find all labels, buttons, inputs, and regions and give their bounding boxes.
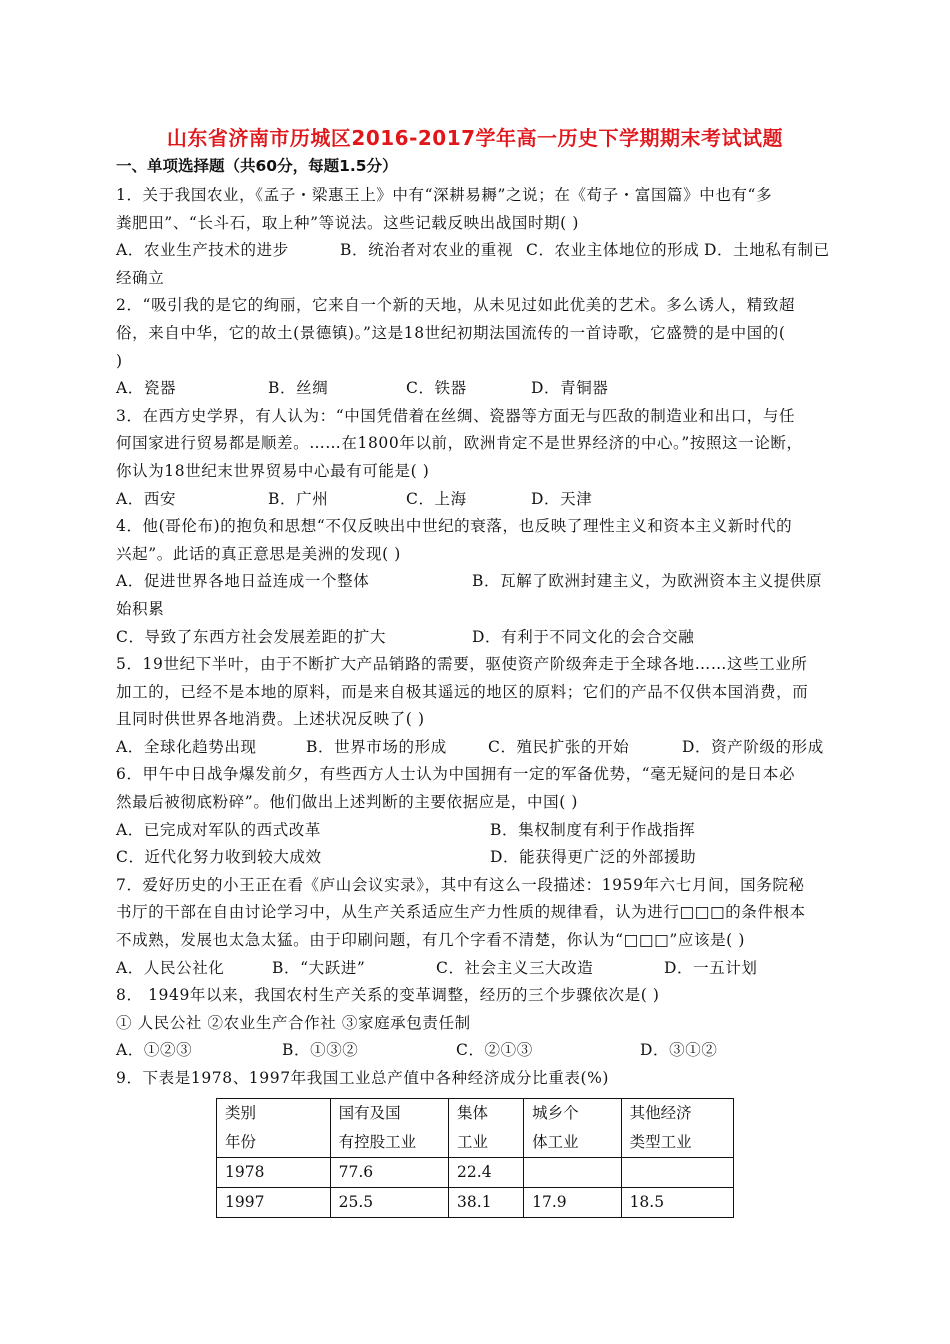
answer-option[interactable]: D．天津 (531, 489, 593, 508)
answer-option[interactable]: 始积累 (116, 599, 165, 618)
question-stem-line: ) (116, 351, 123, 370)
question-4 (116, 513, 836, 651)
section-heading: 一、单项选择题（共60分，每题1.5分） (116, 157, 398, 175)
option-row (116, 596, 836, 624)
option-row (116, 734, 836, 762)
answer-option[interactable]: D．③①② (640, 1041, 718, 1060)
header-text: 年份 (225, 1133, 257, 1151)
question-stem-line: 粪肥田”、“长斗石，取上种”等说法。这些记载反映出战国时期( ) (116, 213, 579, 232)
question-stem-line: 书厅的干部在自由讨论学习中，从生产关系适应生产力性质的规律看，认为进行□□□的条件根本 (116, 903, 806, 922)
header-text: 集体 (457, 1104, 489, 1122)
question-stem-line: 何国家进行贸易都是顺差。……在1800年以前，欧洲肯定不是世界经济的中心。”按照这一论断， (116, 434, 803, 453)
option-row (116, 568, 836, 596)
question-stem-line: 5．19世纪下半叶，由于不断扩大产品销路的需要，驱使资产阶级奔走于全球各地……这些工业所 (116, 655, 808, 674)
answer-option[interactable]: C．近代化努力收到较大成效 (116, 848, 322, 867)
answer-option[interactable]: D．有利于不同文化的会合交融 (472, 627, 695, 646)
answer-option[interactable]: C．导致了东西方社会发展差距的扩大 (116, 627, 387, 646)
question-5 (116, 651, 836, 761)
header-text: 其他经济 (629, 1104, 692, 1122)
table-cell: 22.4 (449, 1158, 524, 1188)
question-stem-line: 7．爱好历史的小王正在看《庐山会议实录》，其中有这么一段描述：1959年六七月间，国务院秘 (116, 875, 805, 894)
question-stem-line: ① 人民公社 ②农业生产合作社 ③家庭承包责任制 (116, 1013, 471, 1032)
answer-option[interactable]: D．能获得更广泛的外部援助 (490, 848, 697, 867)
answer-option[interactable]: A．农业生产技术的进步 (116, 241, 289, 260)
question-stem-line: 俗，来自中华，它的故土(景德镇)。”这是18世纪初期法国流传的一首诗歌，它盛赞的是中国的( (116, 323, 786, 342)
answer-option[interactable]: B．“大跃进” (272, 958, 366, 977)
table-cell (524, 1158, 621, 1188)
option-row (116, 955, 836, 983)
table-cell: 17.9 (524, 1188, 621, 1218)
question-1 (116, 182, 836, 292)
question-stem-line: 加工的，已经不是本地的原料，而是来自极其遥远的地区的原料；它们的产品不仅供本国消费，而 (116, 682, 809, 701)
question-stem-line: 且同时供世界各地消费。上述状况反映了( ) (116, 710, 425, 729)
answer-option[interactable]: A．①②③ (116, 1041, 193, 1060)
question-9 (116, 1065, 836, 1093)
question-list (116, 182, 836, 1093)
table-cell: 1997 (217, 1188, 331, 1218)
answer-option[interactable]: B．①③② (282, 1041, 359, 1060)
table-cell: 38.1 (449, 1188, 524, 1218)
header-text: 类别 (225, 1104, 257, 1122)
header-text: 工业 (457, 1133, 489, 1151)
header-text: 国有及国 (338, 1104, 401, 1122)
question-stem-line: 9．下表是1978、1997年我国工业总产值中各种经济成分比重表(%) (116, 1069, 610, 1087)
answer-option[interactable]: C．上海 (406, 489, 467, 508)
answer-option[interactable]: B．丝绸 (268, 379, 329, 398)
answer-option[interactable]: A．已完成对军队的西式改革 (116, 820, 321, 839)
option-row (116, 624, 836, 652)
answer-option[interactable]: D．土地私有制已 (704, 241, 830, 260)
answer-option[interactable]: B．广州 (268, 489, 329, 508)
question-stem-line: 4．他(哥伦布)的抱负和思想“不仅反映出中世纪的衰落，也反映了理性主义和资本主义新时代的 (116, 517, 793, 536)
question-stem-line: 兴起”。此话的真正意思是美洲的发现( ) (116, 544, 401, 563)
table-cell: 25.5 (330, 1188, 448, 1218)
answer-option[interactable]: A．西安 (116, 489, 177, 508)
option-row (116, 844, 836, 872)
table-header-cell (621, 1099, 733, 1158)
answer-option[interactable]: D．一五计划 (664, 958, 758, 977)
answer-option[interactable]: A．人民公社化 (116, 958, 225, 977)
question-6 (116, 761, 836, 871)
header-text: 类型工业 (629, 1133, 692, 1151)
question-stem-line: 2．“吸引我的是它的绚丽，它来自一个新的天地，从未见过如此优美的艺术。多么诱人，精致超 (116, 296, 796, 315)
table-row (217, 1158, 734, 1188)
header-text: 城乡个 (532, 1104, 579, 1122)
answer-option[interactable]: C．②①③ (456, 1041, 533, 1060)
question-8 (116, 982, 836, 1065)
question-stem-line: 3．在西方史学界，有人认为：“中国凭借着在丝绸、瓷器等方面无与匹敌的制造业和出口，与任 (116, 406, 796, 425)
table-cell (621, 1158, 733, 1188)
answer-option[interactable]: B．统治者对农业的重视 (340, 241, 513, 260)
option-row (116, 265, 836, 293)
question-stem-line: 不成熟，发展也太急太猛。由于印刷问题，有几个字看不清楚，你认为“□□□”应该是( ) (116, 931, 746, 950)
table-row (217, 1188, 734, 1218)
option-row (116, 817, 836, 845)
table-header-cell (330, 1099, 448, 1158)
table-header-cell (449, 1099, 524, 1158)
table-header-cell (217, 1099, 331, 1158)
table-cell: 1978 (217, 1158, 331, 1188)
question-stem-line: 1．关于我国农业，《孟子・梁惠王上》中有“深耕易耨”之说；在《荀子・富国篇》中也有“多 (116, 186, 773, 204)
economy-share-table (216, 1098, 734, 1218)
answer-option[interactable]: C．殖民扩张的开始 (488, 737, 630, 756)
answer-option[interactable]: D．青铜器 (531, 379, 609, 398)
table-header-cell (524, 1099, 621, 1158)
table-cell: 77.6 (330, 1158, 448, 1188)
question-2 (116, 292, 836, 402)
question-7 (116, 872, 836, 982)
option-row (116, 375, 836, 403)
option-row (116, 1037, 836, 1065)
table-cell: 18.5 (621, 1188, 733, 1218)
question-stem-line: 你认为18世纪末世界贸易中心最有可能是( ) (116, 461, 430, 480)
answer-option[interactable]: C．农业主体地位的形成 (526, 241, 700, 260)
answer-option[interactable]: A．促进世界各地日益连成一个整体 (116, 572, 370, 591)
question-stem-line: 8． 1949年以来，我国农村生产关系的变革调整，经历的三个步骤依次是( ) (116, 986, 660, 1005)
answer-option[interactable]: D．资产阶级的形成 (682, 737, 824, 756)
header-text: 有控股工业 (338, 1133, 417, 1151)
question-3 (116, 403, 836, 513)
answer-option[interactable]: A．瓷器 (116, 379, 177, 398)
answer-option[interactable]: C．社会主义三大改造 (436, 958, 594, 977)
answer-option[interactable]: B．集权制度有利于作战指挥 (490, 820, 696, 839)
question-stem-line: 然最后被彻底粉碎”。他们做出上述判断的主要依据应是，中国( ) (116, 793, 579, 812)
answer-option[interactable]: A．全球化趋势出现 (116, 737, 257, 756)
table-header-row (217, 1099, 734, 1158)
header-text: 体工业 (532, 1133, 579, 1151)
exam-title: 山东省济南市历城区2016-2017学年高一历史下学期期末考试试题 (166, 126, 784, 150)
answer-option[interactable]: B．世界市场的形成 (306, 737, 447, 756)
answer-option[interactable]: B．瓦解了欧洲封建主义，为欧洲资本主义提供原 (472, 572, 823, 591)
answer-option[interactable]: 经确立 (116, 268, 165, 287)
option-row (116, 486, 836, 514)
answer-option[interactable]: C．铁器 (406, 379, 467, 398)
question-stem-line: 6．甲午中日战争爆发前夕，有些西方人士认为中国拥有一定的军备优势，“毫无疑问的是日本必 (116, 765, 796, 784)
option-row (116, 237, 836, 265)
